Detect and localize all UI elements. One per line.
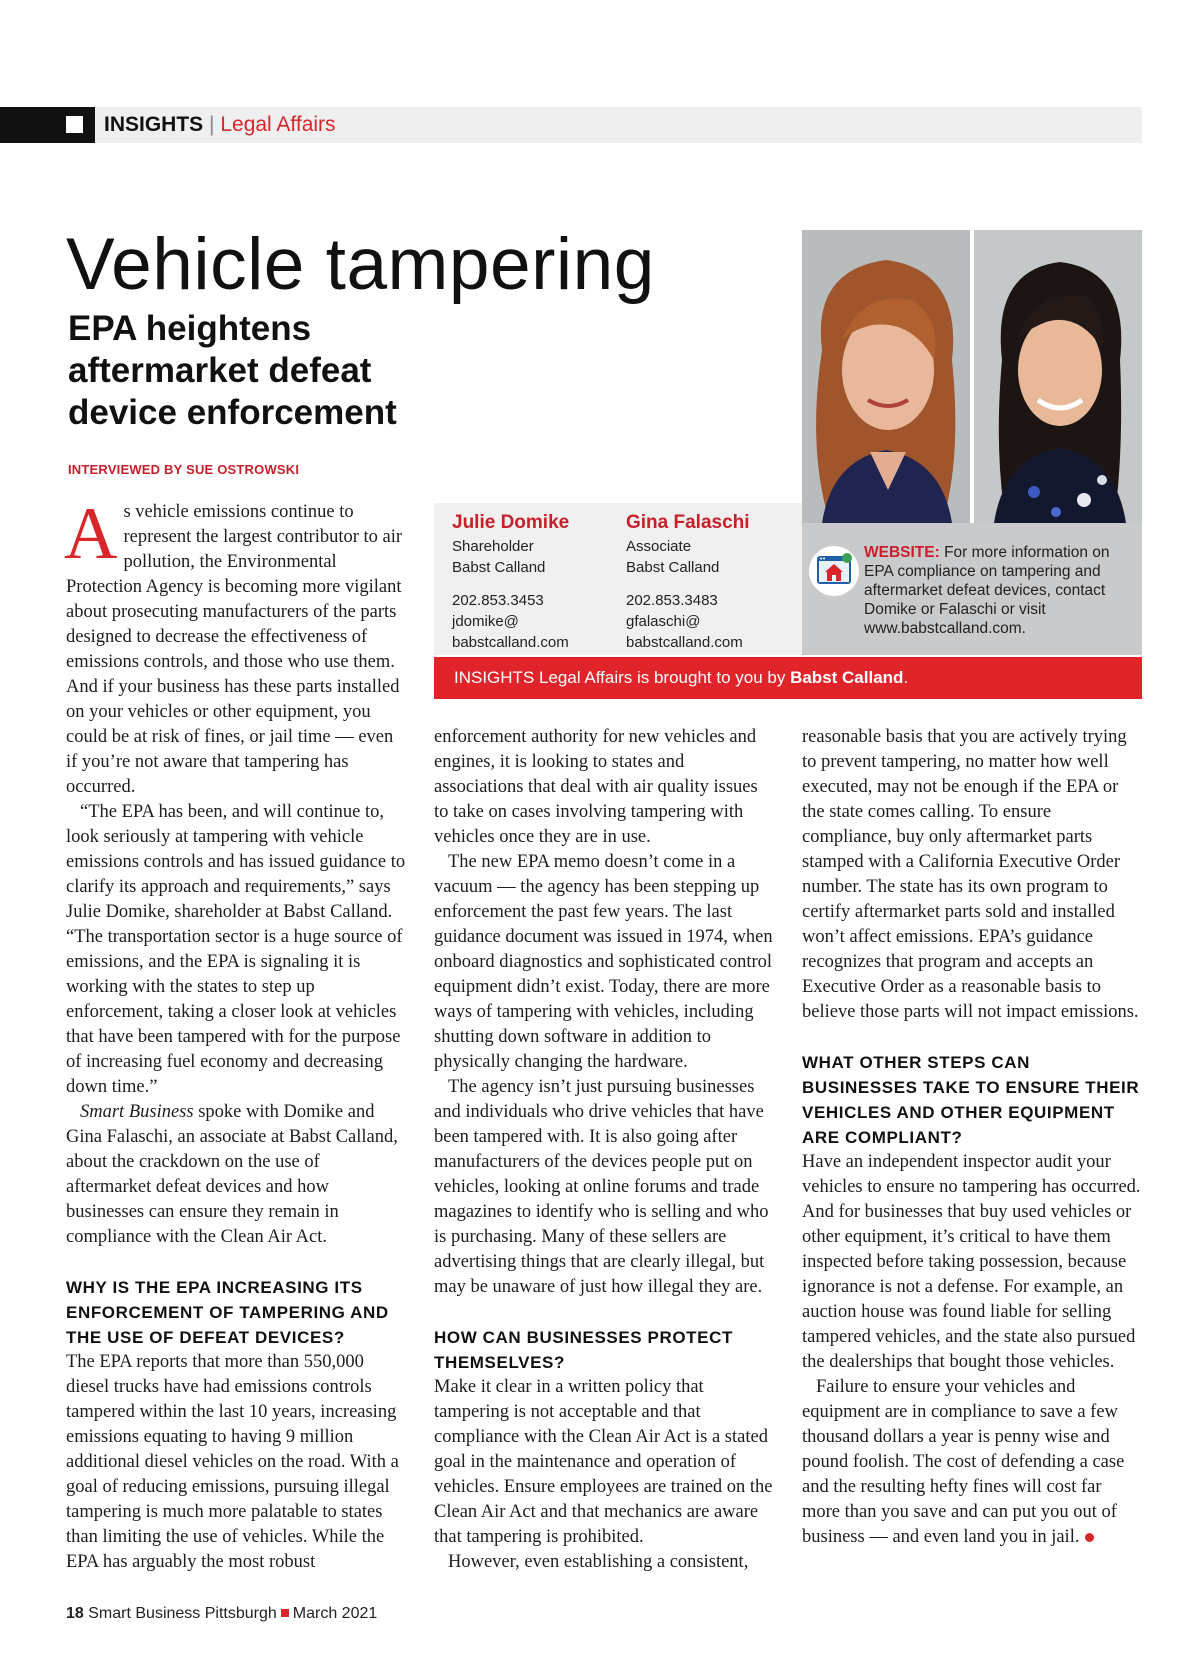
paragraph: The new EPA memo doesn’t come in a vacuum — the agency has been stepping up enforcement the past few years. The last guidance document was issued in 1974, when onboard diagnostics and sophisticated control equipment didn’t exist. Today, there are more ways of tampering with vehicles, including shutting down software in addition to physically changing the hardware.: [434, 852, 773, 1072]
sponsor-prefix: INSIGHTS Legal Affairs is brought to you by: [454, 668, 791, 687]
paragraph: [64, 493, 406, 800]
sponsor-text: [454, 668, 908, 688]
subheading: HOW CAN BUSINESSES PROTECT THEMSELVES?: [434, 1328, 733, 1372]
contact-email[interactable]: [452, 611, 622, 653]
paragraph: reasonable basis that you are actively trying to prevent tampering, no matter how well executed, may not be enough if the EPA or the state comes calling. To ensure compliance, buy only aftermarket parts stamped with a California Executive Order number. The state has its own program to certify aftermarket parts sold and installed won’t affect emissions. EPA’s guidance recognizes that program and accepts an Executive Order as a reasonable basis to believe those parts will not impact emissions.: [802, 727, 1139, 1022]
contact-firm: Babst Calland: [626, 559, 720, 576]
paragraph: [66, 1100, 406, 1250]
section-label: [104, 112, 336, 138]
paragraph-text: s vehicle emissions continue to represent the largest contributor to air pollution, the Environmental Protection Agency is becoming more vigilant about prosecuting manufacturers of the parts designed to decrease the effectiveness of emissions controls, and those who use them. And if your business has these parts installed on your vehicles or other equipment, you could be at risk of fines, or jail time — even if you’re not aware that tampering has occurred.: [66, 502, 403, 797]
paragraph: “The EPA has been, and will continue to, look seriously at tampering with vehicle emissions controls and has issued guidance to clarify its approach and requirements,” says Julie Domike, shareholder at Babst Calland. “The transportation sector is a huge source of emissions, and the EPA is signaling it is working with the states to step up enforcement, taking a closer look at vehicles that have been tampered with for the purpose of increasing fuel economy and decreasing down time.”: [66, 802, 406, 1097]
article-column-1: [64, 493, 406, 1575]
sponsor-name: Babst Calland: [790, 668, 904, 687]
paragraph: enforcement authority for new vehicles and engines, it is looking to states and associations that deal with air quality issues to take on cases involving tampering with vehicles once they are in use.: [434, 727, 758, 847]
contact-name: Gina Falaschi: [626, 512, 750, 533]
subheading: WHY IS THE EPA INCREASING ITS ENFORCEMENT OF TAMPERING AND THE USE OF DEFEAT DEVICES?: [66, 1278, 389, 1347]
section-separator: |: [209, 113, 215, 136]
paragraph: However, even establishing a consistent,: [448, 1552, 749, 1572]
publication-name: Smart Business: [80, 1102, 194, 1122]
section-square-icon: [66, 116, 83, 133]
contact-firm: Babst Calland: [452, 559, 546, 576]
paragraph-text: Failure to ensure your vehicles and equipment are in compliance to save a few thousand dollars a year is penny wise and pound foolish. The cost of defending a case and the resulting hefty fines will cost far more than you save and can put you out of business — and even land you in jail.: [802, 1377, 1125, 1547]
contact-card-domike: [452, 512, 622, 653]
paragraph: The agency isn’t just pursuing businesses and individuals who drive vehicles that have been tampered with. It is also going after manufacturers of the devices people put on vehicles, looking at online forums and trade magazines to identify who is selling and who is purchasing. Many of these sellers are advertising things that are clearly illegal, but may be unaware of just how illegal they are.: [434, 1077, 769, 1297]
contact-title: Associate: [626, 538, 692, 555]
footer-square-icon: [281, 1609, 289, 1617]
end-mark-icon: [1085, 1533, 1094, 1542]
contact-title: Shareholder: [452, 538, 534, 555]
contact-email-domain: babstcalland.com: [452, 634, 569, 651]
dropcap: A: [64, 493, 118, 575]
website-text: For more information on EPA compliance on tampering and aftermarket defeat devices, contact Domike or Falaschi or visit www.babstcalland.com.: [864, 544, 1110, 637]
section-name: INSIGHTS: [104, 113, 204, 136]
contact-name: Julie Domike: [452, 512, 570, 533]
page-number: 18: [66, 1605, 84, 1622]
contact-email[interactable]: [626, 611, 796, 653]
sponsor-suffix: .: [903, 668, 909, 687]
paragraph: Make it clear in a written policy that tampering is not acceptable and that compliance with the Clean Air Act is a stated goal in the maintenance and operation of vehicles. Ensure employees are trained on the Clean Air Act and that mechanics are aware that tampering is prohibited.: [434, 1377, 773, 1547]
contact-phone[interactable]: 202.853.3483: [626, 592, 718, 609]
subheading: WHAT OTHER STEPS CAN BUSINESSES TAKE TO ENSURE THEIR VEHICLES AND OTHER EQUIPMENT ARE COMPLIANT?: [802, 1053, 1140, 1147]
website-label: WEBSITE:: [864, 544, 940, 561]
issue-date: March 2021: [292, 1605, 378, 1622]
photo-julie-domike: [802, 230, 970, 523]
paragraph: The EPA reports that more than 550,000 diesel trucks have had emissions controls tampered within the last 10 years, increasing emissions equating to having 9 million additional diesel vehicles on the road. With a goal of reducing emissions, pursuing illegal tampering is much more palatable to states than limiting the use of vehicles. While the EPA has arguably the most robust: [66, 1352, 399, 1572]
contact-phone[interactable]: 202.853.3453: [452, 592, 544, 609]
article-title: Vehicle tampering: [66, 224, 655, 305]
article-deck: EPA heightens aftermarket defeat device enforcement: [68, 309, 397, 432]
contact-email-domain: babstcalland.com: [626, 634, 743, 651]
website-note: [864, 543, 1134, 638]
article-column-3: [802, 725, 1142, 1550]
article-byline: INTERVIEWED BY SUE OSTROWSKI: [68, 462, 300, 477]
paragraph: [802, 1375, 1142, 1550]
contact-card-falaschi: [626, 512, 796, 653]
photo-gina-falaschi: [974, 230, 1142, 523]
page-footer: [66, 1605, 377, 1623]
contact-email-user: gfalaschi@: [626, 613, 701, 630]
paragraph: Have an independent inspector audit your vehicles to ensure no tampering has occurred. And for businesses that buy used vehicles or other equipment, it’s critical to have them inspected before taking possession, because ignorance is not a defense. For example, an auction house was found liable for selling tampered vehicles, and the state also pursued the dealerships that bought those vehicles.: [802, 1152, 1141, 1372]
publication-title: Smart Business Pittsburgh: [88, 1605, 277, 1622]
website-house-icon: [808, 545, 860, 597]
paragraph-text: spoke with Domike and Gina Falaschi, an associate at Babst Calland, about the crackdown on the use of aftermarket defeat devices and how businesses can ensure they remain in compliance with the Clean Air Act.: [66, 1102, 398, 1247]
section-category: Legal Affairs: [220, 113, 336, 136]
article-column-2: [434, 725, 774, 1575]
contact-email-user: jdomike@: [452, 613, 519, 630]
